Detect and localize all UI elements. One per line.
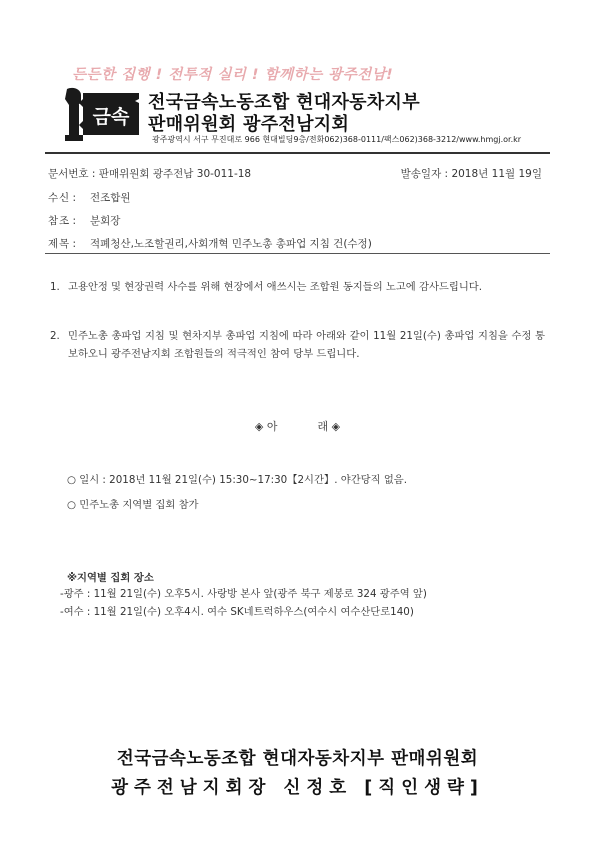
- header-divider: [45, 152, 550, 154]
- reference-label: [48, 213, 76, 228]
- send-date-value: 2018년 11월 19일: [451, 168, 542, 180]
- recipient-label-a: 수: [48, 192, 59, 204]
- recipient-label: [48, 190, 76, 205]
- union-logo: [55, 85, 143, 143]
- signature-name: 광주전남지회장 신정호 [직인생략]: [111, 778, 484, 798]
- paragraph-2: [50, 327, 545, 363]
- org-name-line1: 전국금속노동조합 현대자동차지부: [148, 92, 420, 113]
- location-title: ※지역별 집회 장소: [67, 572, 154, 584]
- send-date-row: [401, 166, 542, 181]
- subject-label-b: 목 :: [58, 238, 76, 250]
- below-heading-b: 래 ◈: [317, 420, 341, 433]
- meta-divider: [45, 253, 550, 254]
- reference-row: [48, 213, 120, 228]
- doc-number-row: [48, 166, 251, 181]
- reference-label-b: 조 :: [58, 215, 76, 227]
- location-yeosu: -여수 : 11월 21일(수) 오후4시. 여수 SK네트럭하우스(여수시 여수산단로140): [60, 606, 414, 618]
- subject-row: [48, 236, 372, 251]
- below-heading: [0, 418, 595, 434]
- recipient-label-b: 신 :: [58, 192, 76, 204]
- paragraph-1-text: 고용안정 및 현장권력 사수를 위해 현장에서 애쓰시는 조합원 동지들의 노고에 감사드립니다.: [68, 281, 482, 293]
- paragraph-2-number: 2.: [50, 330, 60, 342]
- logo-text: 금속: [92, 106, 130, 128]
- subject-label-a: 제: [48, 238, 59, 250]
- recipient-value: 전조합원: [90, 192, 131, 204]
- signature-org: 전국금속노동조합 현대자동차지부 판매위원회: [116, 749, 479, 769]
- doc-number-value: 판매위원회 광주전남 30-011-18: [98, 168, 252, 180]
- org-address: 광주광역시 서구 무진대로 966 현대빌딩9층/전화062)368-0111/팩스062)368-3212/www.hmgj.or.kr: [152, 135, 522, 144]
- fist-gear-icon: [55, 85, 143, 143]
- paragraph-1: [50, 278, 545, 296]
- reference-value: 분회장: [90, 215, 121, 227]
- doc-number-label: 문서번호 :: [48, 168, 96, 180]
- send-date-label: 발송일자 :: [400, 168, 449, 180]
- rally-item: ○ 민주노총 지역별 집회 참가: [67, 499, 199, 511]
- slogan-text: 든든한 집행 ! 전투적 실리 ! 함께하는 광주전남!: [72, 67, 394, 83]
- schedule-item: ○ 일시 : 2018년 11월 21일(수) 15:30~17:30【2시간】. 야간당직 없음.: [67, 474, 408, 486]
- subject-value: 적폐청산,노조할권리,사회개혁 민주노총 총파업 지침 건(수정): [90, 238, 372, 250]
- reference-label-a: 참: [48, 215, 59, 227]
- below-heading-a: ◈ 아: [254, 420, 278, 433]
- paragraph-2-text: 민주노총 총파업 지침 및 현차지부 총파업 지침에 따라 아래와 같이 11월 21일(수) 총파업 지침을 수정 통보하오니 광주전남지회 조합원들의 적극적인 참여 당부 드립니다.: [68, 330, 545, 360]
- location-gwangju: -광주 : 11월 21일(수) 오후5시. 사랑방 본사 앞(광주 북구 제봉로 324 광주역 앞): [60, 588, 427, 600]
- org-name-line2: 판매위원회 광주전남지회: [148, 114, 350, 135]
- paragraph-1-number: 1.: [50, 281, 60, 293]
- recipient-row: [48, 190, 131, 205]
- subject-label: [48, 236, 76, 251]
